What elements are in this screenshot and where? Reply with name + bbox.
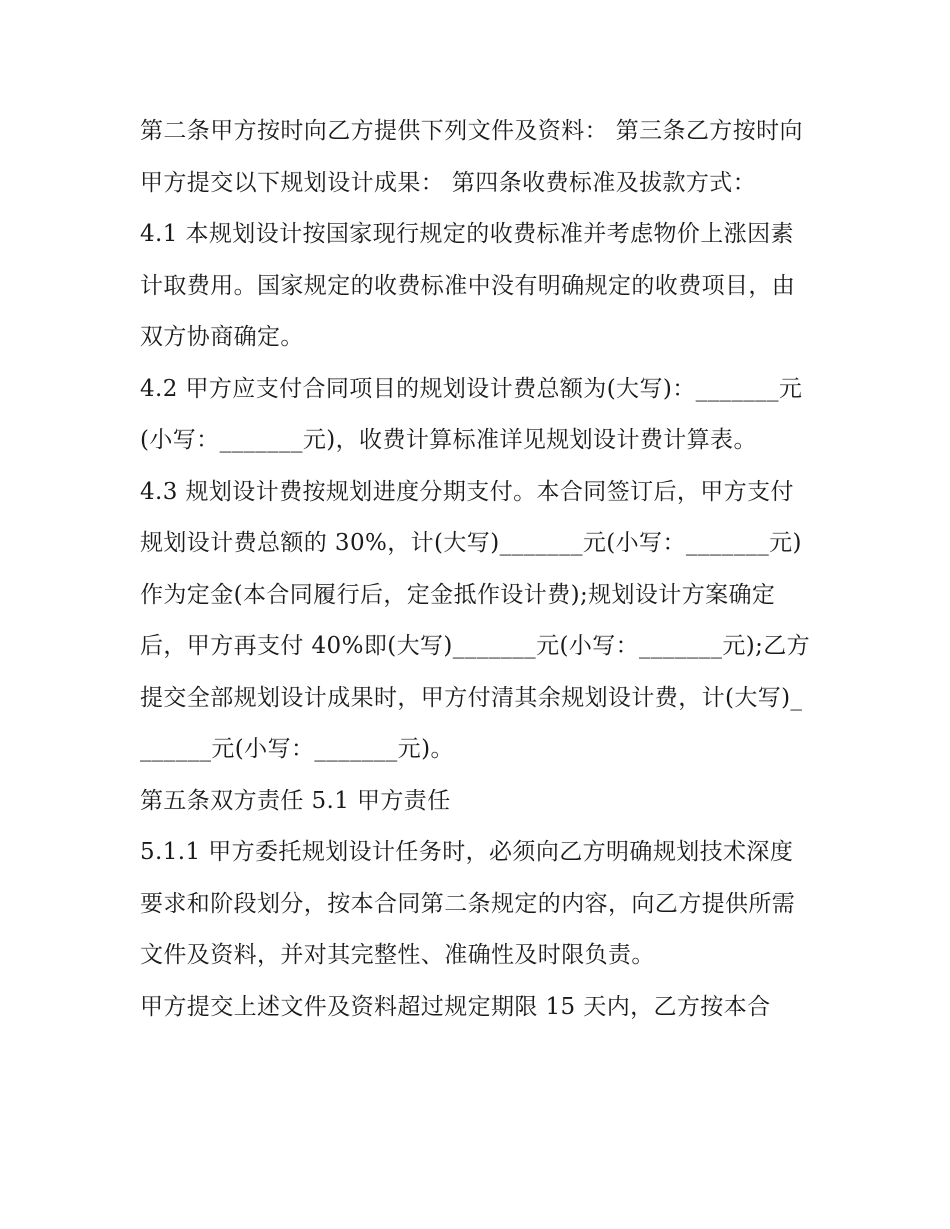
paragraph-5-1-1: 5.1.1 甲方委托规划设计任务时，必须向乙方明确规划技术深度要求和阶段划分，按本合同第二条规定的内容，向乙方提供所需文件及资料，并对其完整性、准确性及时限负责。 [140,839,796,968]
paragraph-late-submission: 甲方提交上述文件及资料超过规定期限 15 天内，乙方按本合 [140,993,771,1020]
paragraph-4-3: 4.3 规划设计费按规划进度分期支付。本合同签订后，甲方支付规划设计费总额的 30%，计(大写)_______元(小写：_______元)作为定金(本合同履行后，定金抵作设计费);规划设计方案确定后，甲方再支付 40%即(大写)_______元(小写：_______元);乙方提交全部规划设计成果时，甲方付清其余规划设计费，计(大写)_______元(小写：_______元)。 [140,478,811,762]
paragraph-4-2: 4.2 甲方应支付合同项目的规划设计费总额为(大写)：_______元(小写：_______元)，收费计算标准详见规划设计费计算表。 [140,375,803,453]
paragraph-clause-5-heading: 第五条双方责任 5.1 甲方责任 [140,787,451,814]
document-page [140,106,812,1033]
paragraph-clauses-2-4: 第二条甲方按时向乙方提供下列文件及资料： 第三条乙方按时向甲方提交以下规划设计成果： 第四条收费标准及拔款方式： [140,118,803,196]
paragraph-4-1: 4.1 本规划设计按国家现行规定的收费标准并考虑物价上涨因素计取费用。国家规定的收费标准中没有明确规定的收费项目，由双方协商确定。 [140,221,796,350]
